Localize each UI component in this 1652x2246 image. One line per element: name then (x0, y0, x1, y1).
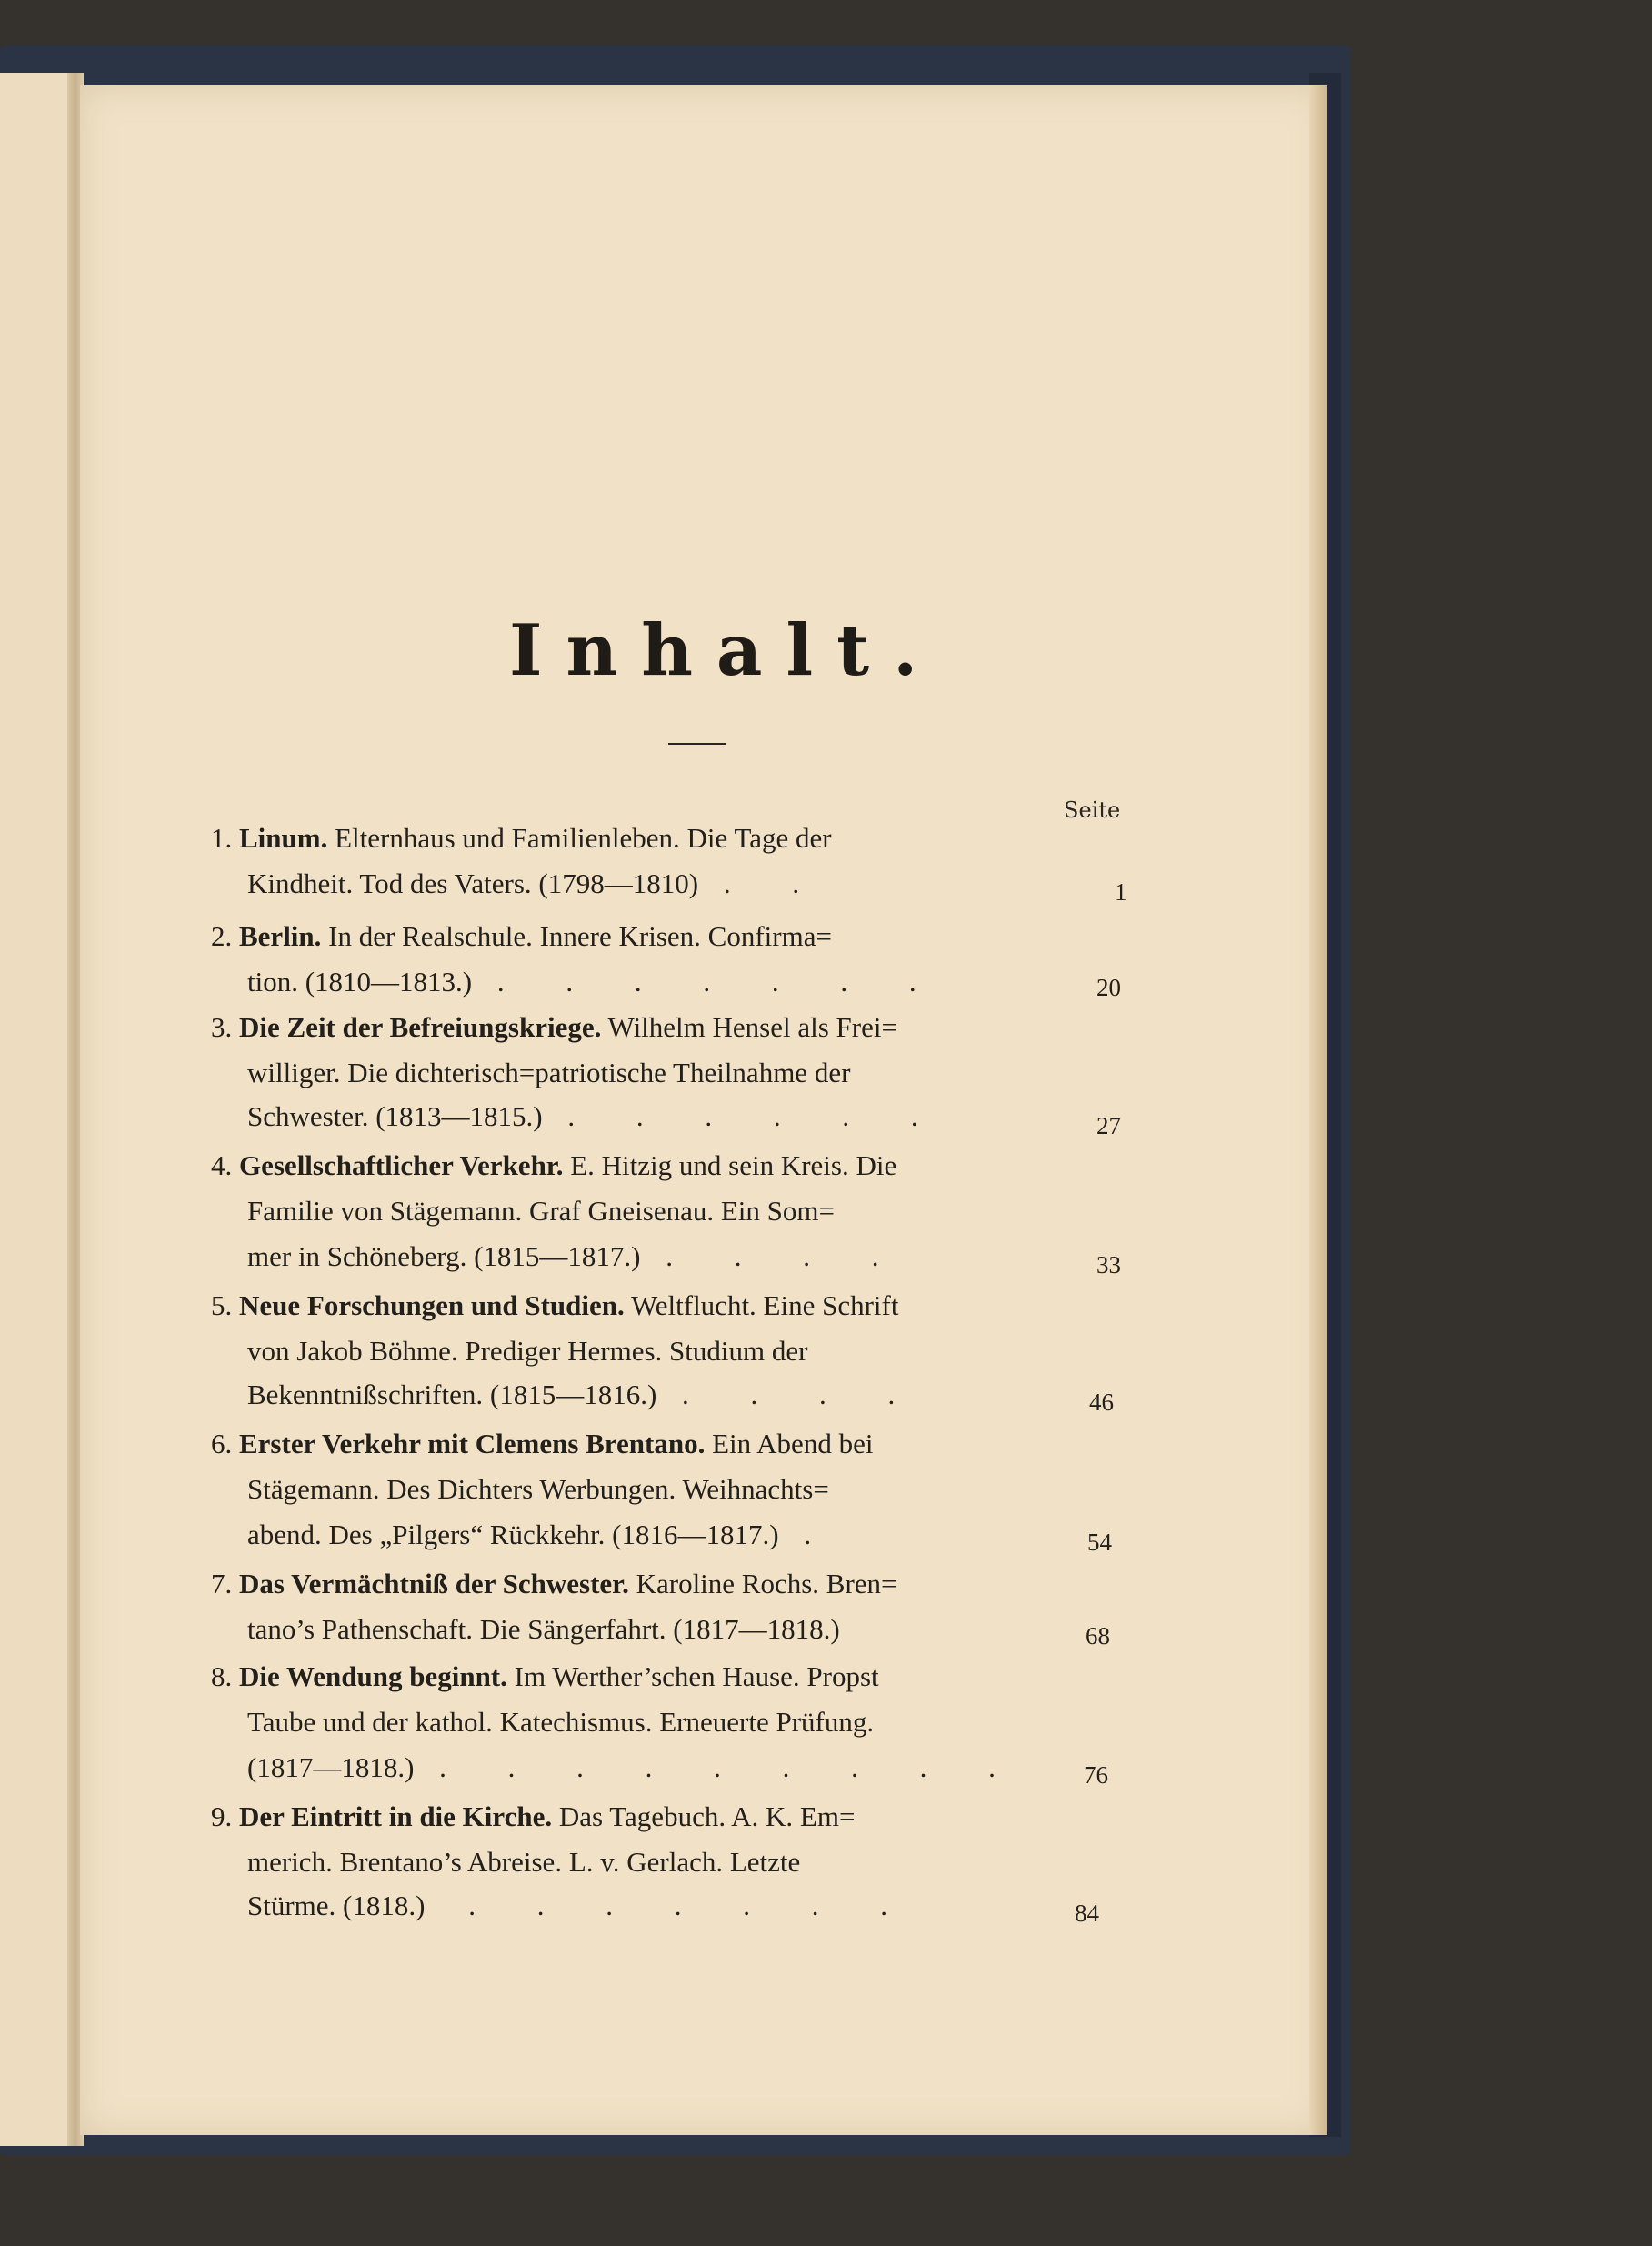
left-page-edge (0, 73, 75, 2146)
toc-entry-1-line-2 (247, 869, 826, 897)
toc-entry-4-line-2 (247, 1197, 835, 1225)
toc-entry-2-text-2: tion. (1810—1813.) (247, 966, 473, 998)
toc-entry-4-title: Gesellschaftlicher Verkehr. (239, 1149, 564, 1181)
toc-entry-4-page: 33 (1096, 1251, 1121, 1278)
toc-entry-5-text-1: Weltflucht. Eine Schrift (630, 1289, 899, 1321)
toc-entry-8-title: Die Wendung beginnt. (239, 1660, 507, 1692)
toc-entry-3-text-3: Schwester. (1813—1815.) (247, 1100, 543, 1132)
page-column-label: Seite (1064, 797, 1121, 823)
toc-entry-9-title: Der Eintritt in die Kirche. (239, 1800, 553, 1832)
toc-entry-6-page: 54 (1087, 1529, 1112, 1556)
toc-entry-8-leader: . . . . . . . . . (439, 1751, 1023, 1783)
page-heading: Inhalt. (509, 609, 942, 692)
toc-entry-1-text-1: Elternhaus und Familienleben. Die Tage der (335, 822, 832, 854)
toc-entry-1-leader: . . (723, 867, 827, 899)
toc-entry-2-text-1: In der Realschule. Innere Krisen. Confirma= (328, 920, 832, 952)
toc-entry-7-number: 7. (211, 1568, 233, 1599)
toc-entry-2-line-1 (211, 922, 832, 950)
toc-entry-6-line-3 (247, 1520, 838, 1549)
toc-entry-9-line-3 (247, 1891, 915, 1920)
toc-entry-6-leader: . (804, 1519, 839, 1550)
toc-entry-6-title: Erster Verkehr mit Clemens Brentano. (239, 1428, 706, 1459)
toc-entry-9-line-2 (247, 1848, 800, 1876)
toc-entry-8-line-2 (247, 1708, 874, 1736)
toc-entry-5-leader: . . . . (682, 1379, 923, 1410)
toc-entry-2-line-2 (247, 968, 944, 996)
toc-entry-7-text-1: Karoline Rochs. Bren= (636, 1568, 897, 1599)
toc-entry-2-leader: . . . . . . . (496, 966, 944, 998)
toc-entry-1-line-1 (211, 824, 832, 852)
toc-entry-4-text-3: mer in Schöneberg. (1815—1817.) (247, 1240, 641, 1272)
toc-entry-3-line-1 (211, 1013, 897, 1041)
toc-entry-5-page: 46 (1089, 1389, 1114, 1416)
toc-entry-8-line-1 (211, 1662, 879, 1690)
toc-entry-1-text-2: Kindheit. Tod des Vaters. (1798—1810) (247, 867, 699, 899)
toc-entry-3-text-1: Wilhelm Hensel als Frei= (607, 1011, 897, 1043)
toc-entry-6-line-1 (211, 1429, 873, 1458)
toc-entry-7-title: Das Vermächtniß der Schwester. (239, 1568, 629, 1599)
toc-entry-2-number: 2. (211, 920, 233, 952)
heading-rule (668, 743, 726, 745)
toc-entry-3-leader: . . . . . . (567, 1100, 946, 1132)
toc-entry-9-text-1: Das Tagebuch. A. K. Em= (558, 1800, 856, 1832)
toc-entry-5-text-2: von Jakob Böhme. Prediger Hermes. Studium der (247, 1335, 808, 1367)
toc-entry-7-line-2 (247, 1615, 840, 1643)
toc-entry-7-line-1 (211, 1569, 897, 1598)
toc-entry-6-text-1: Ein Abend bei (712, 1428, 874, 1459)
toc-entry-9-text-3: Stürme. (1818.) (247, 1890, 426, 1921)
toc-entry-6-number: 6. (211, 1428, 233, 1459)
toc-entry-4-line-3 (247, 1242, 906, 1270)
page-edge (1309, 85, 1327, 2135)
toc-entry-6-text-2: Stägemann. Des Dichters Werbungen. Weihnachts= (247, 1473, 829, 1505)
toc-entry-6-text-3: abend. Des „Pilgers“ Rückkehr. (1816—1817.) (247, 1519, 779, 1550)
toc-entry-3-line-2 (247, 1058, 850, 1087)
toc-entry-1-number: 1. (211, 822, 233, 854)
toc-entry-6-line-2 (247, 1475, 829, 1503)
toc-entry-2-title: Berlin. (239, 920, 322, 952)
toc-entry-2-page: 20 (1096, 974, 1121, 1001)
toc-entry-3-line-3 (247, 1102, 946, 1130)
toc-entry-8-text-2: Taube und der kathol. Katechismus. Erneuerte Prüfung. (247, 1706, 875, 1738)
toc-entry-1-title: Linum. (239, 822, 328, 854)
toc-entry-5-line-3 (247, 1380, 922, 1409)
toc-entry-9-number: 9. (211, 1800, 233, 1832)
toc-entry-9-leader: . . . . . . . (468, 1890, 915, 1921)
toc-entry-9-line-1 (211, 1802, 855, 1830)
toc-entry-5-line-2 (247, 1337, 807, 1365)
toc-entry-4-text-2: Familie von Stägemann. Graf Gneisenau. Ein Som= (247, 1195, 835, 1227)
toc-entry-8-number: 8. (211, 1660, 233, 1692)
toc-entry-3-title: Die Zeit der Befreiungskriege. (239, 1011, 602, 1043)
toc-entry-5-line-1 (211, 1291, 898, 1319)
toc-entry-4-leader: . . . . (666, 1240, 906, 1272)
toc-entry-1-page: 1 (1115, 878, 1127, 906)
toc-entry-4-text-1: E. Hitzig und sein Kreis. Die (570, 1149, 897, 1181)
toc-entry-8-line-3 (247, 1753, 1023, 1781)
toc-entry-4-line-1 (211, 1151, 896, 1179)
toc-entry-5-title: Neue Forschungen und Studien. (239, 1289, 625, 1321)
toc-entry-8-page: 76 (1084, 1761, 1108, 1789)
toc-entry-8-text-1: Im Werther’schen Hause. Propst (514, 1660, 879, 1692)
toc-entry-7-text-2: tano’s Pathenschaft. Die Sängerfahrt. (1817—1818.) (247, 1613, 840, 1645)
toc-entry-5-number: 5. (211, 1289, 233, 1321)
toc-entry-3-page: 27 (1096, 1112, 1121, 1139)
toc-entry-3-text-2: williger. Die dichterisch=patriotische Theilnahme der (247, 1057, 851, 1088)
toc-entry-5-text-3: Bekenntnißschriften. (1815—1816.) (247, 1379, 657, 1410)
toc-entry-9-text-2: merich. Brentano’s Abreise. L. v. Gerlach. Letzte (247, 1846, 801, 1878)
toc-entry-8-text-3: (1817—1818.) (247, 1751, 415, 1783)
toc-entry-4-number: 4. (211, 1149, 233, 1181)
toc-entry-7-page: 68 (1086, 1622, 1110, 1649)
toc-entry-3-number: 3. (211, 1011, 233, 1043)
toc-entry-9-page: 84 (1075, 1900, 1099, 1927)
